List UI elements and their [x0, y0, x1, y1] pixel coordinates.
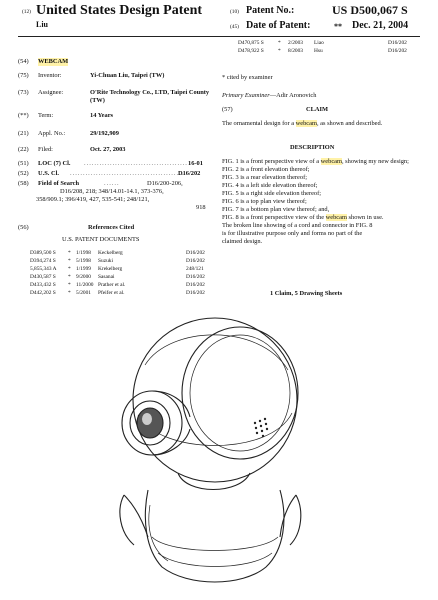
reference-table-continued — [238, 40, 424, 58]
examiner-name: —Adir Aronovich — [269, 92, 317, 99]
claim-text — [222, 120, 414, 128]
ref-date: 11/2000 — [76, 282, 94, 288]
desc-text: , showing my new design; — [341, 158, 409, 165]
fig-line: FIG. 3 is a rear elevation thereof; — [222, 174, 307, 181]
ref-number: D389,500 S — [30, 250, 56, 256]
ref-date: 9/2000 — [76, 274, 91, 280]
ref-date: 5/1998 — [76, 258, 91, 264]
field-of-search-value: 918 — [196, 204, 206, 211]
ref-star: * — [68, 290, 71, 296]
fig-1-line — [222, 158, 416, 166]
ref-class: D16/202 — [186, 250, 205, 256]
desc-highlight: webcam — [320, 158, 342, 165]
webcam-base — [145, 490, 284, 582]
broken-line-note: is for illustrative purpose only and forms no part of the — [222, 230, 363, 237]
ref-star: * — [68, 250, 71, 256]
patent-type-title: United States Design Patent — [36, 3, 203, 18]
us-cl-value: D16/202 — [178, 170, 201, 177]
ref-date: 1/1998 — [76, 250, 91, 256]
primary-examiner — [222, 92, 316, 100]
biblio-code: (52) — [18, 170, 29, 177]
code-10: (10) — [230, 9, 239, 15]
ref-star: * — [68, 274, 71, 280]
biblio-code: (57) — [222, 106, 233, 113]
ref-class: D16/202 — [388, 40, 407, 46]
broken-line-note: The broken line showing of a cord and connector in FIG. 8 — [222, 222, 373, 229]
ref-star: * — [68, 258, 71, 264]
patent-date: Dec. 21, 2004 — [352, 20, 409, 31]
ref-number: D433,432 S — [30, 282, 56, 288]
invention-title: WEBCAM — [38, 58, 69, 65]
code-45: (45) — [230, 24, 239, 30]
desc-text: FIG. 1 is a front perspective view of a — [222, 158, 321, 165]
field-of-search-value: D16/208, 218; 348/14.01-14.1, 373-376, — [60, 188, 164, 195]
webcam-side-foot — [120, 495, 134, 545]
ref-class: D16/202 — [186, 258, 205, 264]
filed-label: Filed: — [38, 146, 53, 153]
ref-name: Keckelberg — [98, 250, 123, 256]
appl-no-label: Appl. No.: — [38, 130, 66, 137]
ref-class: D16/202 — [388, 48, 407, 54]
ref-star: * — [68, 266, 71, 272]
examiner-label: Primary Examiner — [222, 92, 270, 99]
header-divider — [18, 36, 420, 37]
inventor-value: Yi-Chuan Liu, Taipei (TW) — [90, 72, 165, 79]
webcam-drawing — [90, 305, 340, 595]
biblio-code: (58) — [18, 180, 29, 187]
biblio-code: (**) — [18, 112, 29, 119]
filed-value: Oct. 27, 2003 — [90, 146, 126, 153]
fig-line: FIG. 6 is a top plan view thereof; — [222, 198, 307, 205]
field-of-search-value: 358/909.1; 396/419, 427, 535-541; 248/121, — [36, 196, 150, 203]
date-mark: ** — [334, 22, 342, 31]
ref-name: Pfeifer et al. — [98, 290, 125, 296]
biblio-code: (51) — [18, 160, 29, 167]
patent-number: US D500,067 S — [332, 3, 408, 17]
references-subtitle: U.S. PATENT DOCUMENTS — [62, 236, 140, 243]
broken-line-note: claimed design. — [222, 238, 263, 245]
claims-and-sheets: 1 Claim, 5 Drawing Sheets — [270, 290, 343, 297]
field-of-search-value: D16/200-206, — [147, 180, 183, 187]
fig-line: FIG. 4 is a left side elevation thereof; — [222, 182, 318, 189]
biblio-code: (56) — [18, 224, 29, 231]
code-12: (12) — [22, 9, 31, 15]
fig-line: FIG. 7 is a bottom plan view thereof; and, — [222, 206, 330, 213]
cited-by-examiner: * cited by examiner — [222, 74, 273, 81]
reference-table — [30, 250, 216, 310]
term-value: 14 Years — [90, 112, 114, 119]
claim-highlight: webcam — [295, 120, 317, 127]
patent-number-label: Patent No.: — [246, 5, 295, 16]
webcam-face — [182, 327, 298, 459]
fig-8-line — [222, 214, 416, 222]
ref-class: D16/202 — [186, 290, 205, 296]
webcam-speaker-grille — [254, 418, 268, 437]
leader-dots: ........................................ — [84, 160, 188, 167]
description-title: DESCRIPTION — [290, 144, 335, 151]
desc-text: shown in use. — [346, 214, 384, 221]
references-title: References Cited — [88, 224, 135, 231]
fig-line: FIG. 5 is a right side elevation thereof; — [222, 190, 322, 197]
ref-number: D442,202 S — [30, 290, 56, 296]
date-of-patent-label: Date of Patent: — [246, 20, 311, 31]
ref-name: Hsu — [314, 48, 323, 54]
assignee-label: Assignee: — [38, 89, 64, 96]
biblio-code: (54) — [18, 58, 29, 65]
description-text — [222, 158, 416, 246]
ref-star: * — [278, 48, 281, 54]
loc-value: 16-01 — [188, 160, 203, 167]
ref-number: D430,587 S — [30, 274, 56, 280]
claim-text-part: The ornamental design for a — [222, 120, 296, 127]
ref-name: Suzuki — [98, 258, 113, 264]
biblio-code: (73) — [18, 89, 29, 96]
claim-title: CLAIM — [306, 106, 329, 113]
field-of-search-label: Field of Search — [38, 180, 80, 187]
claim-text-part: , as shown and described. — [316, 120, 383, 127]
ref-number: D394,274 S — [30, 258, 56, 264]
ref-date: 1/1999 — [76, 266, 91, 272]
ref-number: 5,855,343 A — [30, 266, 57, 272]
desc-highlight: webcam — [325, 214, 347, 221]
ref-number: D470,875 S — [238, 40, 264, 46]
ref-star: * — [278, 40, 281, 46]
loc-label: LOC (7) Cl. — [38, 160, 71, 167]
assignee-value: O'Rite Technology Co., LTD, Taipei County (TW) — [90, 89, 210, 104]
ref-class: D16/202 — [186, 282, 205, 288]
biblio-code: (22) — [18, 146, 29, 153]
ref-class: D16/202 — [186, 274, 205, 280]
ref-number: D478,922 S — [238, 48, 264, 54]
desc-text: FIG. 8 is a front perspective view of the — [222, 214, 326, 221]
term-label: Term: — [38, 112, 54, 119]
leader-dots: ............................................ — [70, 170, 185, 177]
webcam-neck — [178, 473, 250, 490]
inventor-short-name: Liu — [36, 20, 49, 29]
ref-name: Liao — [314, 40, 324, 46]
biblio-code: (21) — [18, 130, 29, 137]
ref-star: * — [68, 282, 71, 288]
ref-date: 5/2001 — [76, 290, 91, 296]
fig-line: FIG. 2 is a front elevation thereof; — [222, 166, 310, 173]
ref-class: 248/121 — [186, 266, 204, 272]
inventor-label: Inventor: — [38, 72, 62, 79]
ref-date: 2/2003 — [288, 40, 303, 46]
leader-dots: ...... — [104, 180, 120, 187]
ref-name: Prather et al. — [98, 282, 126, 288]
us-cl-label: U.S. Cl. — [38, 170, 59, 177]
ref-name: Krekelberg — [98, 266, 123, 272]
ref-name: Sasanai — [98, 274, 115, 280]
biblio-code: (75) — [18, 72, 29, 79]
ref-date: 8/2003 — [288, 48, 303, 54]
appl-no-value: 29/192,909 — [90, 130, 119, 137]
